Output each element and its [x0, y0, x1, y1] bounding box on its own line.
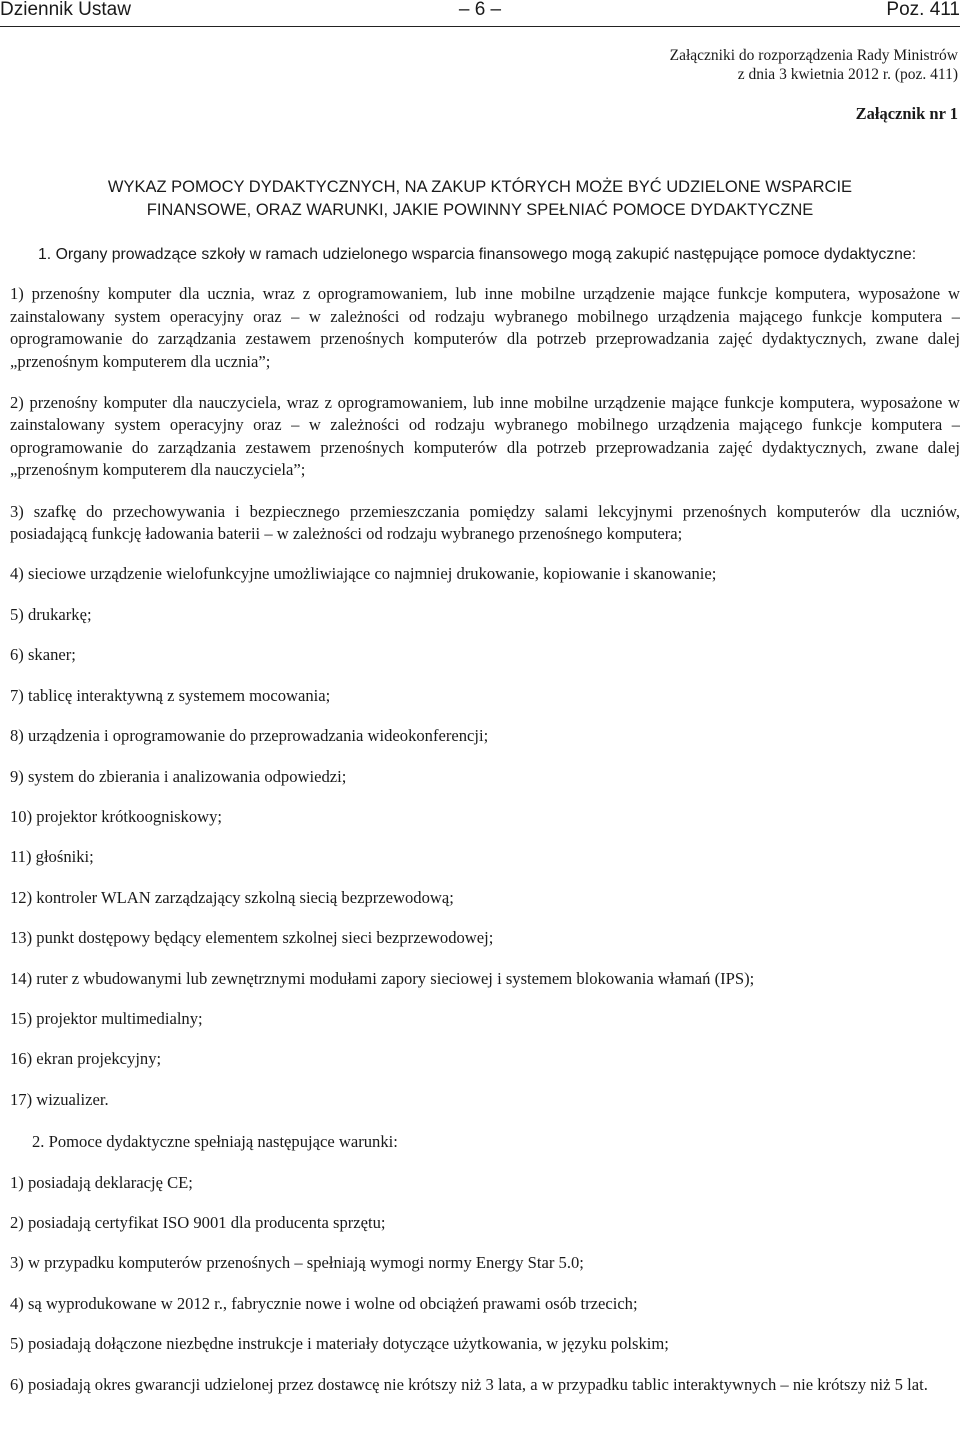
document-title-line: WYKAZ POMOCY DYDAKTYCZNYCH, NA ZAKUP KTÓRYCH MOŻE BYĆ UDZIELONE WSPARCIE	[107, 178, 853, 196]
list-item: 7) tablicę interaktywną z systemem mocowania;	[10, 685, 331, 705]
document-body	[10, 244, 960, 1396]
list-item: 6) posiadają okres gwarancji udzielonej przez dostawcę nie krótszy niż 3 lata, a w przypadku tablic interaktywnych – nie krótszy niż 5 lat.	[10, 1374, 928, 1394]
list-item: 3) szafkę do przechowywania i bezpiecznego przemieszczania pomiędzy salami lekcyjnymi przenośnych komputerów dla uczniów, posiadającą funkcję ładowania baterii – w zależności od rodzaju wybranego przenośnego komputera;	[10, 501, 960, 544]
journal-name: Dziennik Ustaw	[0, 0, 131, 20]
list-item: 12) kontroler WLAN zarządzający szkolną siecią bezprzewodową;	[10, 887, 454, 907]
attachment-note-line: Załączniki do rozporządzenia Rady Ministrów	[669, 47, 958, 64]
list-item: 14) ruter z wbudowanymi lub zewnętrznymi modułami zapory sieciowej i systemem blokowania włamań (IPS);	[10, 968, 755, 988]
list-item: 8) urządzenia i oprogramowanie do przeprowadzania wideokonferencji;	[10, 726, 489, 746]
list-item: 2) przenośny komputer dla nauczyciela, wraz z oprogramowaniem, lub inne mobilne urządzenie mające funkcje komputera, wyposażone w zainstalowany system operacyjny oraz – w zależności od rodzaju wybranego mobilnego urządzenia mającego funkcje komputera – oprogramowanie do zarządzania zestawem przenośnych komputerów dla potrzeb przeprowadzania zajęć dydaktycznych, zwane dalej „przenośnym komputerem dla nauczyciela”;	[10, 393, 960, 480]
document-title-line: FINANSOWE, ORAZ WARUNKI, JAKIE POWINNY SPEŁNIAĆ POMOCE DYDAKTYCZNE	[146, 201, 814, 219]
section-2-lead: 2. Pomoce dydaktyczne spełniają następujące warunki:	[32, 1132, 398, 1152]
list-item: 3) w przypadku komputerów przenośnych – spełniają wymogi normy Energy Star 5.0;	[10, 1253, 584, 1273]
page-header	[0, 0, 960, 27]
attachment-note-line: z dnia 3 kwietnia 2012 r. (poz. 411)	[737, 66, 958, 83]
position-number: Poz. 411	[886, 0, 960, 20]
list-item: 5) posiadają dołączone niezbędne instrukcje i materiały dotyczące użytkowania, w języku polskim;	[10, 1334, 669, 1354]
list-item: 4) są wyprodukowane w 2012 r., fabrycznie nowe i wolne od obciążeń prawami osób trzecich;	[10, 1293, 638, 1313]
page-number: – 6 –	[458, 0, 502, 20]
attachment-title: Załącznik nr 1	[855, 104, 958, 123]
list-item: 4) sieciowe urządzenie wielofunkcyjne umożliwiające co najmniej drukowanie, kopiowanie i skanowanie;	[10, 564, 717, 584]
list-item: 1) przenośny komputer dla ucznia, wraz z oprogramowaniem, lub inne mobilne urządzenie mające funkcje komputera, wyposażone w zainstalowany system operacyjny oraz – w zależności od rodzaju wybranego mobilnego urządzenia mającego funkcje komputera – oprogramowanie do zarządzania zestawem przenośnych komputerów dla potrzeb przeprowadzania zajęć dydaktycznych, zwane dalej „przenośnym komputerem dla ucznia”;	[10, 284, 960, 371]
section-1-lead: 1. Organy prowadzące szkoły w ramach udzielonego wsparcia finansowego mogą zakupić następujące pomoce dydaktyczne:	[38, 246, 917, 263]
list-item: 10) projektor krótkoogniskowy;	[10, 806, 223, 826]
list-item: 6) skaner;	[10, 645, 76, 665]
list-item: 11) głośniki;	[10, 847, 94, 867]
list-item: 2) posiadają certyfikat ISO 9001 dla producenta sprzętu;	[10, 1212, 386, 1232]
attachment-note	[670, 46, 958, 84]
list-item: 5) drukarkę;	[10, 604, 92, 624]
list-item: 9) system do zbierania i analizowania odpowiedzi;	[10, 766, 347, 786]
list-item: 16) ekran projekcyjny;	[10, 1049, 162, 1069]
list-item: 1) posiadają deklarację CE;	[10, 1172, 193, 1192]
list-item: 15) projektor multimedialny;	[10, 1008, 203, 1028]
list-item: 13) punkt dostępowy będący elementem szkolnej sieci bezprzewodowej;	[10, 928, 494, 948]
document-title	[0, 176, 960, 222]
list-item: 17) wizualizer.	[10, 1089, 109, 1109]
